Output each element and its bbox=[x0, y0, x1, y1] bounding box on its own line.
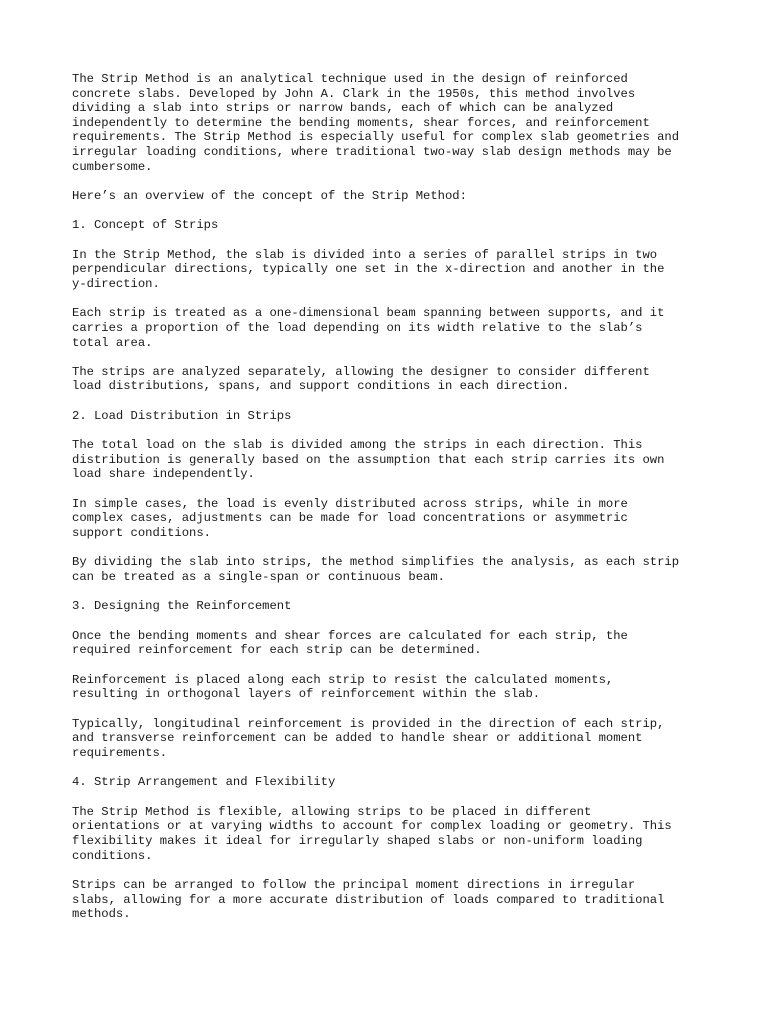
section-heading-strip-arrangement: 4. Strip Arrangement and Flexibility bbox=[72, 775, 336, 790]
body-paragraph: The total load on the slab is divided among the strips in each direction. This distribution is generally based on the assumption that each strip carries its own load share independently. bbox=[72, 438, 665, 482]
overview-lead-in: Here’s an overview of the concept of the Strip Method: bbox=[72, 188, 467, 203]
body-paragraph: Strips can be arranged to follow the principal moment directions in irregular slabs, allowing for a more accurate distribution of loads compared to traditional methods. bbox=[72, 877, 665, 922]
section-heading-concept-of-strips: 1. Concept of Strips bbox=[72, 218, 219, 233]
body-paragraph: Typically, longitudinal reinforcement is provided in the direction of each strip, and transverse reinforcement can be added to handle shear or additional moment requirements. bbox=[72, 716, 665, 760]
section-heading-designing-reinforcement: 3. Designing the Reinforcement bbox=[72, 599, 292, 614]
body-paragraph: In simple cases, the load is evenly distributed across strips, while in more complex cases, adjustments can be made for load concentrations or asymmetric support conditions. bbox=[72, 496, 628, 541]
body-paragraph: The Strip Method is flexible, allowing strips to be placed in different orientations or at varying widths to account for complex loading or geometry. This flexibility makes it ideal for irregularly shaped slabs or non-uniform loading conditions. bbox=[72, 804, 672, 863]
body-paragraph: Each strip is treated as a one-dimensional beam spanning between supports, and it carries a proportion of the load depending on its width relative to the slab’s total area. bbox=[72, 306, 665, 350]
section-heading-load-distribution: 2. Load Distribution in Strips bbox=[72, 408, 292, 423]
body-paragraph: The strips are analyzed separately, allowing the designer to consider different load distributions, spans, and support conditions in each direction. bbox=[72, 364, 650, 394]
intro-paragraph: The Strip Method is an analytical technique used in the design of reinforced concrete slabs. Developed by John A. Clark in the 1950s, this method involves dividing a slab into strips or narrow bands, each of which can be analyzed independently to determine the bending moments, shear forces, and reinforcement requirements. The Strip Method is especially useful for complex slab geometries and irregular loading conditions, where traditional two-way slab design methods may be cumbersome. bbox=[72, 72, 680, 174]
body-paragraph: Once the bending moments and shear forces are calculated for each strip, the required reinforcement for each strip can be determined. bbox=[72, 628, 628, 658]
body-paragraph: In the Strip Method, the slab is divided into a series of parallel strips in two perpendicular directions, typically one set in the x-direction and another in the y-direction. bbox=[72, 247, 665, 291]
body-paragraph: By dividing the slab into strips, the method simplifies the analysis, as each strip can be treated as a single-span or continuous beam. bbox=[72, 555, 680, 585]
document-page bbox=[72, 72, 712, 936]
body-paragraph: Reinforcement is placed along each strip to resist the calculated moments, resulting in orthogonal layers of reinforcement within the slab. bbox=[72, 672, 614, 702]
